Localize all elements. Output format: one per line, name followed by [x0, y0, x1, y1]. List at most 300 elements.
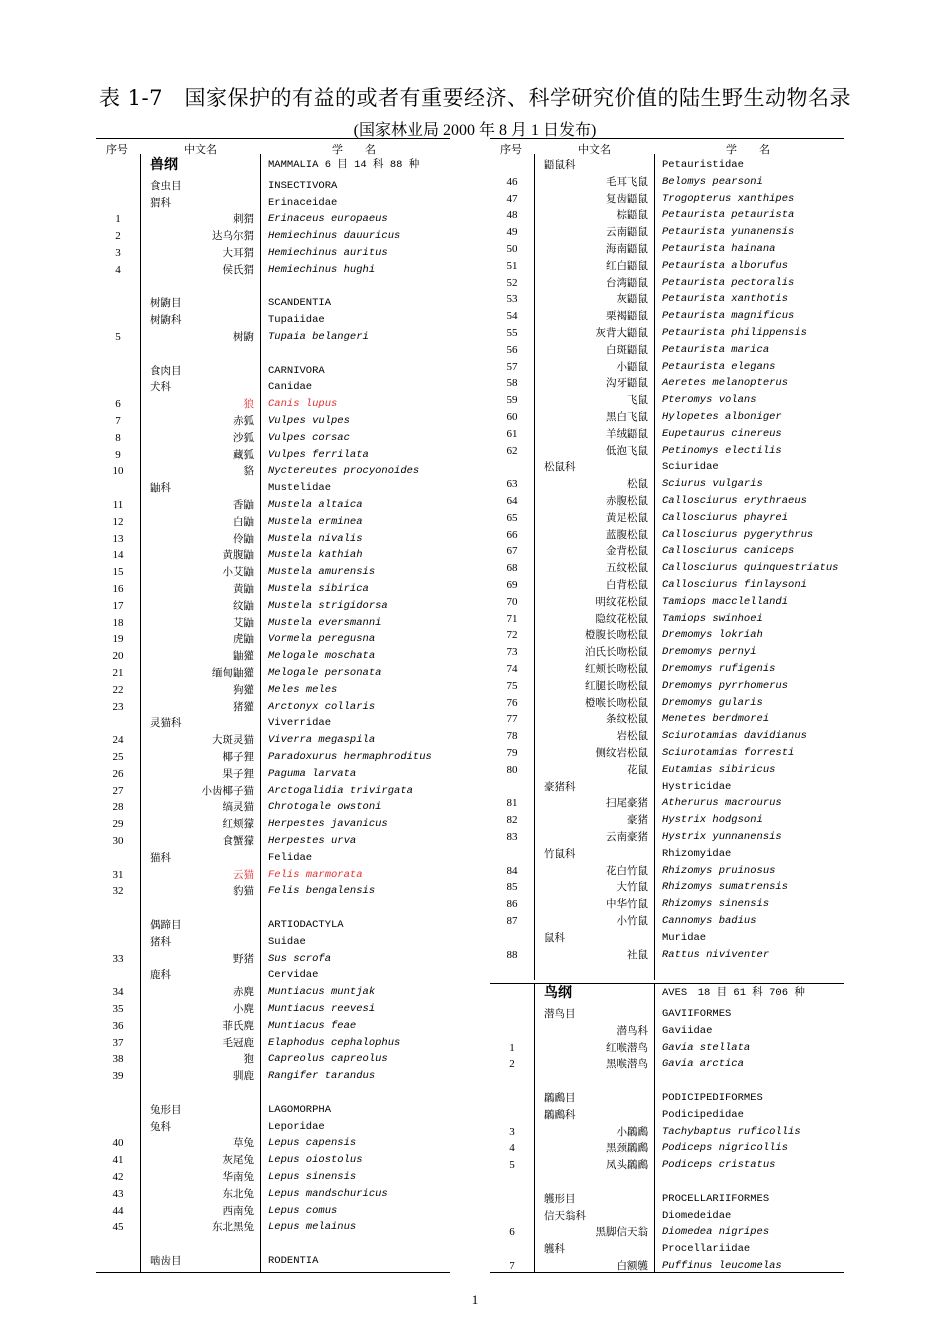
scientific-name: Vulpes corsac: [268, 431, 350, 444]
species-row: [490, 812, 844, 829]
species-row: [96, 951, 450, 968]
serial-number: 3: [509, 1125, 515, 1138]
scientific-name: Rhizomyidae: [662, 847, 732, 860]
scientific-name: Tupaiidae: [268, 314, 325, 327]
blank-row: [490, 1174, 844, 1191]
serial-number: 21: [112, 667, 124, 679]
scientific-name: Podicipedidae: [662, 1108, 744, 1121]
species-row: [490, 392, 844, 409]
chinese-name: 刺猬: [233, 213, 254, 226]
chinese-name: 食蟹獴: [222, 835, 254, 847]
scientific-name: Petaurista yunanensis: [662, 226, 795, 239]
taxon-row: [96, 379, 450, 396]
chinese-name: 鼬獾: [233, 650, 254, 663]
species-row: [490, 661, 844, 678]
scientific-name: Podiceps cristatus: [662, 1159, 776, 1172]
serial-number: 85: [506, 881, 518, 894]
column-divider: [654, 154, 655, 980]
taxon-row: [490, 1006, 844, 1023]
scientific-name: Viverridae: [268, 717, 332, 730]
taxon-name: 鸊鷉目: [544, 1092, 576, 1104]
chinese-name: 蓝腹松鼠: [606, 528, 648, 541]
scientific-name: Paradoxurus hermaphroditus: [268, 751, 432, 763]
scientific-name: Canis lupus: [268, 398, 338, 411]
scientific-name: Tachybaptus ruficollis: [662, 1125, 801, 1138]
serial-number: 5: [115, 331, 121, 343]
serial-number: 44: [112, 1204, 124, 1217]
chinese-name: 黄足松鼠: [606, 511, 648, 524]
scientific-name: Hystricidae: [662, 780, 732, 793]
chinese-name: 缟灵猫: [222, 801, 254, 814]
chinese-name: 毛冠鹿: [222, 1036, 254, 1049]
chinese-name: 灰鼯鼠: [616, 293, 648, 306]
serial-number: 51: [506, 259, 518, 272]
chinese-name: 红腿长吻松鼠: [585, 679, 648, 692]
species-row: [490, 426, 844, 443]
taxon-row: [490, 1090, 844, 1107]
species-row: [490, 1056, 844, 1073]
species-row: [96, 1018, 450, 1035]
scientific-name: Dremomys lokriah: [662, 629, 763, 642]
serial-number: 32: [112, 885, 124, 898]
taxon-row: [96, 1253, 450, 1270]
species-row: [490, 829, 844, 846]
species-row: [96, 430, 450, 447]
scientific-name: Muridae: [662, 931, 707, 944]
scientific-name: Sciurus vulgaris: [662, 478, 763, 491]
taxon-name: 潜鸟目: [544, 1008, 576, 1020]
serial-number: 13: [112, 532, 124, 545]
scientific-name: Lepus comus: [268, 1204, 338, 1217]
serial-number: 28: [112, 801, 124, 814]
scientific-name: Trogopterus xanthipes: [662, 192, 795, 205]
chinese-name: 明纹花松鼠: [595, 595, 648, 608]
chinese-name: 飞鼠: [627, 394, 648, 407]
chinese-name: 低泡飞鼠: [606, 444, 648, 457]
serial-number: 18: [112, 616, 124, 629]
chinese-name: 藏狐: [233, 448, 254, 461]
species-row: [96, 211, 450, 228]
serial-number: 49: [506, 226, 518, 239]
taxon-row: [96, 312, 450, 329]
scientific-name: Mustela erminea: [268, 515, 363, 528]
taxon-row: [96, 1119, 450, 1136]
serial-number: 5: [509, 1159, 515, 1172]
serial-number: 78: [506, 730, 518, 743]
serial-number: 22: [112, 683, 124, 696]
scientific-name: Callosciurus erythraeus: [662, 495, 807, 507]
serial-number: 6: [115, 398, 121, 411]
chinese-name: 黑喉潜鸟: [606, 1058, 648, 1071]
species-row: [490, 1140, 844, 1157]
chinese-name: 沙狐: [233, 431, 254, 444]
taxon-name: 松鼠科: [544, 461, 576, 474]
taxon-row: [96, 934, 450, 951]
chinese-name: 侧纹岩松鼠: [595, 747, 648, 759]
serial-number: 10: [112, 465, 124, 478]
serial-number: 16: [112, 583, 124, 595]
chinese-name: 赤麂: [233, 986, 254, 999]
serial-number: 59: [506, 394, 518, 407]
serial-number: 1: [509, 1041, 515, 1054]
serial-number: 30: [112, 835, 124, 847]
serial-number: 31: [112, 868, 124, 881]
scientific-name: Gavia arctica: [662, 1058, 744, 1071]
serial-number: 43: [112, 1187, 124, 1200]
chinese-name: 岩松鼠: [616, 730, 648, 743]
chinese-name: 红颊獴: [222, 818, 254, 831]
species-row: [96, 665, 450, 682]
taxon-name: 鸊鷉科: [544, 1108, 576, 1121]
species-row: [96, 413, 450, 430]
serial-number: 15: [112, 566, 124, 579]
taxon-row: [96, 363, 450, 380]
scientific-name: Hystrix hodgsoni: [662, 814, 763, 827]
taxon-row: [96, 1102, 450, 1119]
column-divider: [140, 154, 141, 1272]
scientific-name: Tupaia belangeri: [268, 331, 369, 343]
taxon-row: [490, 846, 844, 863]
scientific-name: Dremomys rufigenis: [662, 663, 776, 675]
serial-number: 55: [506, 327, 518, 339]
chinese-name: 香鼬: [233, 499, 254, 511]
scientific-name: Petaurista marica: [662, 343, 770, 356]
serial-number: 7: [115, 415, 121, 427]
species-row: [490, 728, 844, 745]
serial-number: 25: [112, 751, 124, 763]
species-row: [96, 1135, 450, 1152]
serial-number: 11: [112, 499, 124, 511]
taxon-name: 猬科: [150, 196, 171, 209]
species-row: [96, 1152, 450, 1169]
serial-number: 7: [509, 1260, 515, 1272]
serial-number: 17: [112, 599, 124, 612]
scientific-name: Petaurista alborufus: [662, 259, 789, 272]
scientific-name: CARNIVORA: [268, 364, 325, 377]
header-num: 序号: [106, 143, 128, 156]
serial-number: 88: [506, 948, 518, 961]
serial-number: 4: [509, 1142, 515, 1155]
serial-number: 84: [506, 864, 518, 877]
species-row: [96, 699, 450, 716]
serial-number: 80: [506, 763, 518, 776]
serial-number: 56: [506, 343, 518, 356]
scientific-name: MAMMALIA 6 目 14 科 88 种: [268, 159, 420, 171]
taxon-name: 鼠科: [544, 931, 565, 944]
scientific-name: Mustela nivalis: [268, 532, 363, 545]
species-row: [490, 510, 844, 527]
species-row: [96, 1219, 450, 1236]
serial-number: 73: [506, 646, 518, 659]
blank-row: [96, 1085, 450, 1102]
chinese-name: 椰子狸: [222, 751, 254, 763]
serial-number: 4: [115, 263, 121, 276]
scientific-name: Procellariidae: [662, 1243, 751, 1256]
taxon-row: [490, 985, 844, 1002]
serial-number: 61: [506, 427, 518, 440]
scientific-name: Petinomys electilis: [662, 444, 782, 457]
chinese-name: 赤腹松鼠: [606, 495, 648, 507]
scientific-name: Eupetaurus cinereus: [662, 427, 782, 440]
serial-number: 65: [506, 511, 518, 524]
page-subtitle: (国家林业局 2000 年 8 月 1 日发布): [353, 122, 597, 139]
species-row: [490, 476, 844, 493]
scientific-name: Arctogalidia trivirgata: [268, 784, 413, 797]
chinese-name: 泊氏长吻松鼠: [585, 646, 648, 659]
species-row: [490, 207, 844, 224]
species-row: [490, 443, 844, 460]
chinese-name: 华南兔: [222, 1171, 254, 1183]
serial-number: 47: [506, 192, 518, 205]
serial-number: 79: [506, 747, 518, 759]
scientific-name: Atherurus macrourus: [662, 797, 782, 810]
chinese-name: 沟牙鼯鼠: [606, 377, 648, 390]
chinese-name: 灰背大鼯鼠: [595, 327, 648, 339]
taxon-row: [96, 715, 450, 732]
scientific-name: Hemiechinus dauuricus: [268, 230, 401, 243]
serial-number: 37: [112, 1036, 124, 1049]
scientific-name: Capreolus capreolus: [268, 1053, 388, 1066]
species-row: [490, 493, 844, 510]
scientific-name: Belomys pearsoni: [662, 175, 763, 188]
species-row: [490, 795, 844, 812]
taxon-row: [490, 1023, 844, 1040]
species-row: [96, 598, 450, 615]
chinese-name: 小齿椰子猫: [201, 784, 254, 797]
species-row: [490, 678, 844, 695]
species-row: [490, 325, 844, 342]
chinese-name: 缅甸鼬獾: [212, 667, 254, 679]
species-row: [96, 1068, 450, 1085]
scientific-name: SCANDENTIA: [268, 297, 332, 310]
taxon-name: 树鼩目: [150, 297, 182, 310]
class-name: 兽纲: [150, 157, 178, 173]
scientific-name: Meles meles: [268, 683, 338, 696]
column-header: [490, 138, 844, 155]
scientific-name: Aeretes melanopterus: [662, 377, 789, 390]
species-row: [96, 228, 450, 245]
scientific-name: Callosciurus phayrei: [662, 511, 789, 524]
serial-number: 33: [112, 952, 124, 965]
chinese-name: 黑白飞鼠: [606, 411, 648, 423]
scientific-name: Petauristidae: [662, 159, 744, 171]
taxon-name: 鹱科: [544, 1243, 565, 1256]
serial-number: 63: [506, 478, 518, 491]
serial-number: 12: [112, 515, 124, 528]
scientific-name: Felis marmorata: [268, 868, 363, 881]
scientific-name: Felis bengalensis: [268, 885, 376, 898]
taxon-row: [490, 779, 844, 796]
species-row: [96, 867, 450, 884]
chinese-name: 云猫: [233, 868, 254, 881]
chinese-name: 西南兔: [222, 1204, 254, 1217]
chinese-name: 狼: [243, 398, 254, 411]
column-divider: [534, 984, 535, 1272]
species-row: [490, 762, 844, 779]
taxon-row: [96, 967, 450, 984]
species-row: [96, 1051, 450, 1068]
chinese-name: 红颊长吻松鼠: [585, 663, 648, 675]
scientific-name: Vulpes vulpes: [268, 415, 350, 427]
chinese-name: 小艾鼬: [222, 566, 254, 579]
scientific-name: Chrotogale owstoni: [268, 801, 382, 814]
scientific-name: Herpestes javanicus: [268, 818, 388, 831]
taxon-row: [490, 1208, 844, 1225]
chinese-name: 东北黑兔: [212, 1221, 254, 1234]
scientific-name: Leporidae: [268, 1120, 325, 1133]
scientific-name: Mustela eversmanni: [268, 616, 382, 629]
taxon-row: [490, 157, 844, 174]
scientific-name: Callosciurus finlaysoni: [662, 579, 807, 591]
serial-number: 69: [506, 579, 518, 591]
scientific-name: Sciurotamias davidianus: [662, 730, 807, 743]
species-row: [96, 463, 450, 480]
table-bottom-border: [490, 1272, 844, 1273]
serial-number: 41: [112, 1154, 124, 1167]
scientific-name: Petaurista elegans: [662, 360, 776, 373]
scientific-name: Dremomys pernyi: [662, 646, 757, 659]
chinese-name: 花白竹鼠: [606, 864, 648, 877]
taxon-row: [96, 480, 450, 497]
species-row: [96, 732, 450, 749]
header-cn: 中文名: [184, 143, 217, 156]
scientific-name: Muntiacus reevesi: [268, 1003, 376, 1015]
column-divider: [654, 984, 655, 1272]
taxon-row: [490, 1241, 844, 1258]
scientific-name: Gaviidae: [662, 1024, 713, 1037]
serial-number: 2: [115, 230, 121, 243]
serial-number: 46: [506, 175, 518, 188]
species-row: [96, 581, 450, 598]
species-row: [96, 1035, 450, 1052]
scientific-name: Mustelidae: [268, 482, 332, 495]
serial-number: 23: [112, 700, 124, 713]
taxon-name: 豪猪科: [544, 780, 576, 793]
taxon-name: 鼯鼠科: [544, 159, 576, 171]
chinese-name: 小竹鼠: [616, 915, 648, 927]
species-row: [96, 816, 450, 833]
scientific-name: Nyctereutes procyonoides: [268, 465, 420, 478]
scientific-name: Rangifer tarandus: [268, 1070, 376, 1083]
scientific-name: Felidae: [268, 851, 313, 864]
scientific-name: Mustela sibirica: [268, 583, 369, 595]
chinese-name: 海南鼯鼠: [606, 243, 648, 255]
serial-number: 66: [506, 528, 518, 541]
species-row: [96, 799, 450, 816]
chinese-name: 东北兔: [222, 1187, 254, 1200]
serial-number: 8: [115, 431, 121, 444]
serial-number: 3: [115, 247, 121, 259]
scientific-name: Tamiops macclellandi: [662, 595, 789, 608]
scientific-name: AVES 18 目 61 科 706 种: [662, 987, 805, 1000]
chinese-name: 侯氏猬: [222, 263, 254, 276]
species-row: [490, 913, 844, 930]
chinese-name: 白斑鼯鼠: [606, 343, 648, 356]
taxon-row: [96, 178, 450, 195]
chinese-name: 驯鹿: [233, 1070, 254, 1083]
scientific-name: ARTIODACTYLA: [268, 919, 344, 931]
chinese-name: 树鼩: [233, 331, 254, 343]
scientific-name: Vormela peregusna: [268, 633, 376, 646]
serial-number: 24: [112, 734, 124, 747]
scientific-name: Cervidae: [268, 969, 319, 982]
chinese-name: 中华竹鼠: [606, 898, 648, 911]
serial-number: 72: [506, 629, 518, 642]
species-row: [490, 644, 844, 661]
chinese-name: 黑颈鸊鷉: [606, 1142, 648, 1155]
species-row: [490, 1040, 844, 1057]
serial-number: 71: [506, 612, 518, 625]
scientific-name: Rattus niviventer: [662, 948, 770, 961]
chinese-name: 野猪: [233, 952, 254, 965]
serial-number: 70: [506, 595, 518, 608]
chinese-name: 狗獾: [233, 683, 254, 696]
species-row: [96, 648, 450, 665]
chinese-name: 伶鼬: [233, 532, 254, 545]
species-row: [96, 783, 450, 800]
serial-number: 57: [506, 360, 518, 373]
species-row: [490, 375, 844, 392]
chinese-name: 大竹鼠: [616, 881, 648, 894]
scientific-name: Rhizomys sumatrensis: [662, 881, 789, 894]
scientific-name: GAVIIFORMES: [662, 1008, 732, 1020]
serial-number: 77: [506, 713, 518, 726]
chinese-name: 黄腹鼬: [222, 549, 254, 562]
serial-number: 9: [115, 448, 121, 461]
scientific-name: Dremomys gularis: [662, 696, 763, 709]
species-row: [490, 258, 844, 275]
chinese-name: 社鼠: [627, 948, 648, 961]
species-row: [490, 896, 844, 913]
scientific-name: Pteromys volans: [662, 394, 757, 407]
species-row: [96, 1001, 450, 1018]
scientific-name: Elaphodus cephalophus: [268, 1036, 401, 1049]
chinese-name: 花鼠: [627, 763, 648, 776]
chinese-name: 五纹松鼠: [606, 562, 648, 575]
species-row: [96, 1186, 450, 1203]
scientific-name: Hemiechinus auritus: [268, 247, 388, 259]
species-row: [490, 611, 844, 628]
chinese-name: 白鼬: [233, 515, 254, 528]
species-row: [96, 833, 450, 850]
taxon-name: 食虫目: [150, 179, 182, 192]
species-row: [96, 329, 450, 346]
species-row: [96, 766, 450, 783]
taxon-name: 灵猫科: [150, 717, 182, 730]
serial-number: 64: [506, 495, 518, 507]
chinese-name: 貉: [243, 465, 254, 478]
chinese-name: 条纹松鼠: [606, 713, 648, 726]
scientific-name: Viverra megaspila: [268, 734, 376, 747]
serial-number: 67: [506, 545, 518, 558]
scientific-name: Diomedea nigripes: [662, 1226, 770, 1239]
scientific-name: Gavia stellata: [662, 1041, 751, 1054]
chinese-name: 黑脚信天翁: [595, 1226, 648, 1239]
serial-number: 60: [506, 411, 518, 423]
species-row: [96, 547, 450, 564]
species-row: [490, 695, 844, 712]
serial-number: 6: [509, 1226, 515, 1239]
serial-number: 54: [506, 310, 518, 323]
scientific-name: Callosciurus caniceps: [662, 545, 795, 558]
species-row: [96, 883, 450, 900]
species-row: [490, 543, 844, 560]
scientific-name: Lepus melainus: [268, 1221, 357, 1234]
header-sci: 学 名: [726, 143, 770, 156]
scientific-name: Erinaceus europaeus: [268, 213, 388, 226]
serial-number: 38: [112, 1053, 124, 1066]
taxon-name: 树鼩科: [150, 314, 182, 327]
